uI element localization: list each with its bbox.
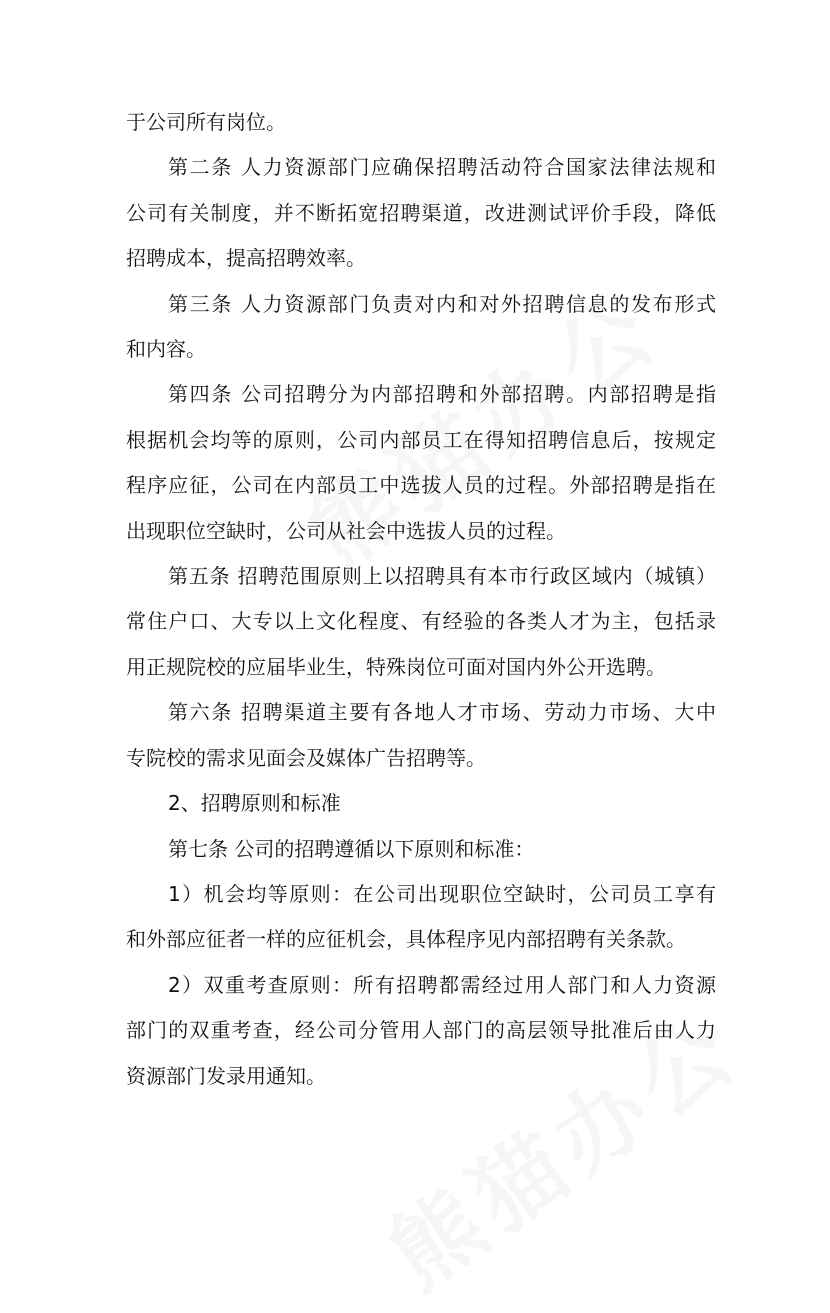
text-line: 1）机会均等原则：在公司出现职位空缺时，公司员工享有	[168, 881, 716, 906]
text-line: 第二条 人力资源部门应确保招聘活动符合国家法律法规和	[168, 155, 716, 180]
text-line: 第四条 公司招聘分为内部招聘和外部招聘。内部招聘是指	[168, 382, 716, 407]
text-line: 第七条 公司的招聘遵循以下原则和标准：	[168, 836, 535, 861]
section-heading: 2、招聘原则和标准	[168, 791, 341, 816]
text-line: 于公司所有岗位。	[126, 110, 286, 134]
text-line: 第六条 招聘渠道主要有各地人才市场、劳动力市场、大中	[168, 700, 716, 725]
text-line: 公司有关制度，并不断拓宽招聘渠道，改进测试评价手段，降低	[126, 200, 716, 225]
text-line: 2）双重考查原则：所有招聘都需经过用人部门和人力资源	[168, 972, 716, 997]
text-line: 第三条 人力资源部门负责对内和对外招聘信息的发布形式	[168, 291, 716, 316]
text-line: 和外部应征者一样的应征机会，具体程序见内部招聘有关条款。	[126, 927, 686, 952]
text-line: 根据机会均等的原则，公司内部员工在得知招聘信息后，按规定	[126, 427, 716, 452]
document-body	[126, 100, 716, 1099]
text-line: 常住户口、大专以上文化程度、有经验的各类人才为主，包括录	[126, 609, 716, 634]
text-line: 专院校的需求见面会及媒体广告招聘等。	[126, 745, 486, 770]
text-line: 用正规院校的应届毕业生，特殊岗位可面对国内外公开选聘。	[126, 654, 666, 679]
text-line: 第五条 招聘范围原则上以招聘具有本市行政区域内（城镇）	[168, 564, 716, 589]
text-line: 程序应征，公司在内部员工中选拔人员的过程。外部招聘是指在	[126, 473, 716, 498]
text-line: 部门的双重考查，经公司分管用人部门的高层领导批准后由人力	[126, 1018, 716, 1043]
text-line: 和内容。	[126, 337, 206, 362]
text-line: 资源部门发录用通知。	[126, 1063, 326, 1088]
text-line: 招聘成本，提高招聘效率。	[126, 246, 366, 271]
text-line: 出现职位空缺时，公司从社会中选拔人员的过程。	[126, 518, 566, 543]
